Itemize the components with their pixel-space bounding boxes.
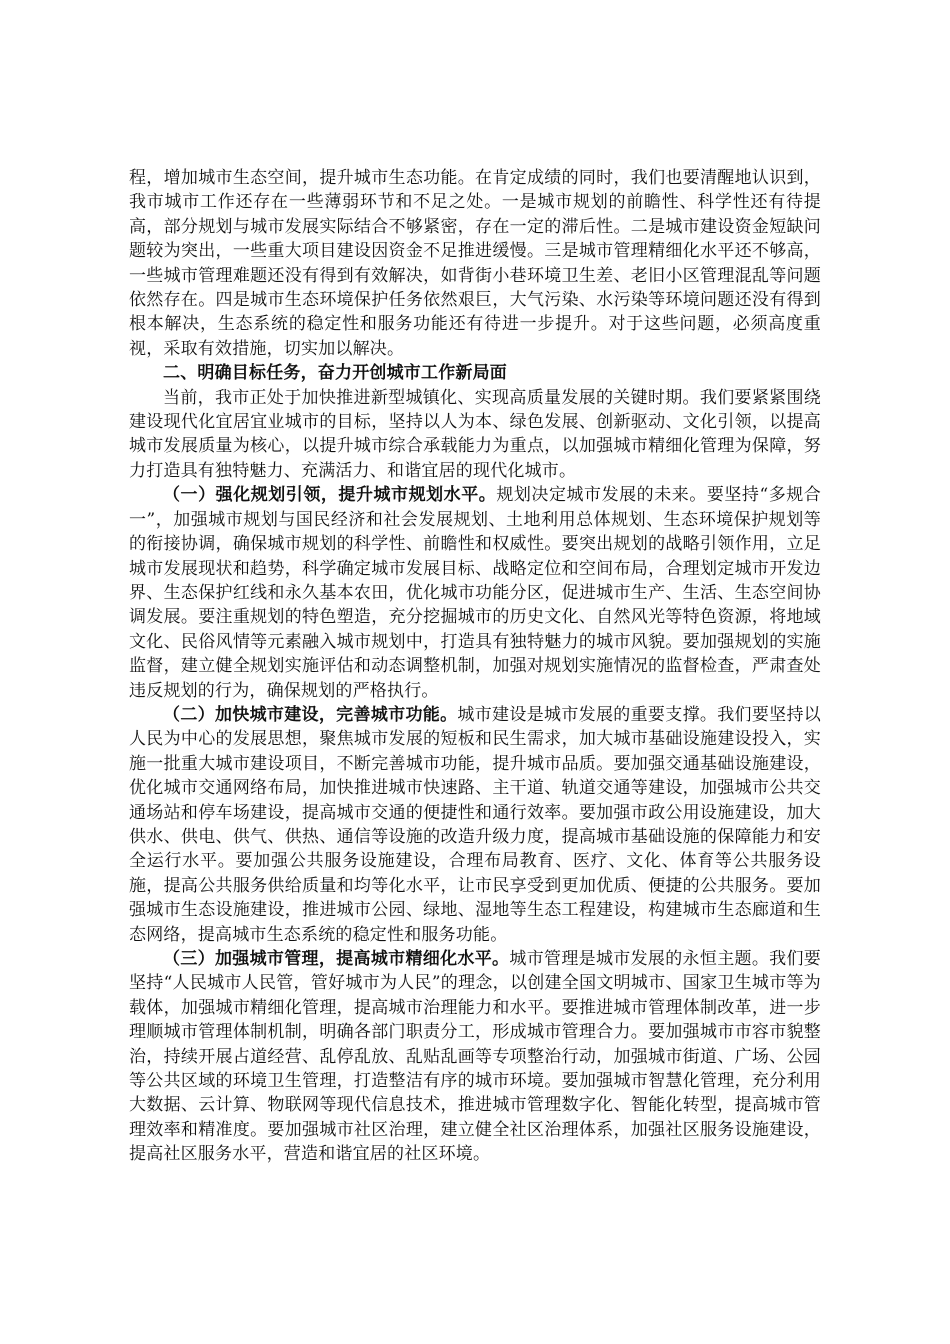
paragraph-management-body: 城市管理是城市发展的永恒主题。我们要坚持“人民城市人民管，管好城市为人民”的理念，以创建全国文明城市、国家卫生城市等为载体，加强城市精细化管理，提高城市治理能力和水平。要推进城市管理体制改革，进一步理顺城市管理体制机制，明确各部门职责分工，形成城市管理合力。要加强城市市容市貌整治，持续开展占道经营、乱停乱放、乱贴乱画等专项整治行动，加强城市街道、广场、公园等公共区域的环境卫生管理，打造整洁有序的城市环境。要加强城市智慧化管理，充分利用大数据、云计算、物联网等现代信息技术，推进城市管理数字化、智能化转型，提高城市管理效率和精准度。要加强城市社区治理，建立健全社区治理体系，加强社区服务设施建设，提高社区服务水平，营造和谐宜居的社区环境。 (129, 949, 821, 1165)
subsection-heading-construction: （二）加快城市建设，完善城市功能。 (163, 704, 458, 725)
paragraph-planning (129, 483, 821, 703)
section-heading-2: 二、明确目标任务，奋力开创城市工作新局面 (163, 363, 507, 384)
paragraph-planning-body: 规划决定城市发展的未来。要坚持“多规合一”，加强城市规划与国民经济和社会发展规划、土地利用总体规划、生态环境保护规划等的衔接协调，确保城市规划的科学性、前瞻性和权威性。要突出规划的战略引领作用，立足城市发展现状和趋势，科学确定城市发展目标、战略定位和空间布局，合理划定城市开发边界、生态保护红线和永久基本农田，优化城市功能分区，促进城市生产、生活、生态空间协调发展。要注重规划的特色塑造，充分挖掘城市的历史文化、自然风光等特色资源，将地域文化、民俗风情等元素融入城市规划中，打造具有独特魅力的城市风貌。要加强规划的实施监督，建立健全规划实施评估和动态调整机制，加强对规划实施情况的监督检查，严肃查处违反规划的行为，确保规划的严格执行。 (129, 485, 821, 701)
document-body (129, 166, 821, 1167)
subsection-heading-management: （三）加强城市管理，提高城市精细化水平。 (163, 949, 510, 969)
subsection-heading-planning: （一）强化规划引领，提升城市规划水平。 (163, 485, 497, 506)
paragraph-construction-body: 城市建设是城市发展的重要支撑。我们要坚持以人民为中心的发展思想，聚焦城市发展的短板和民生需求，加大城市基础设施建设投入，实施一批重大城市建设项目，不断完善城市功能，提升城市品质。要加强交通基础设施建设，优化城市交通网络布局，加快推进城市快速路、主干道、轨道交通等建设，加强城市公共交通场站和停车场建设，提高城市交通的便捷性和通行效率。要加强市政公用设施建设，加大供水、供电、供气、供热、通信等设施的改造升级力度，提高城市基础设施的保障能力和安全运行水平。要加强公共服务设施建设，合理布局教育、医疗、文化、体育等公共服务设施，提高公共服务供给质量和均等化水平，让市民享受到更加优质、便捷的公共服务。要加强城市生态设施建设，推进城市公园、绿地、湿地等生态工程建设，构建城市生态廊道和生态网络，提高城市生态系统的稳定性和服务功能。 (129, 704, 821, 945)
paragraph-management (129, 947, 821, 1167)
paragraph-problems: 程，增加城市生态空间，提升城市生态功能。在肯定成绩的同时，我们也要清醒地认识到，我市城市工作还存在一些薄弱环节和不足之处。一是城市规划的前瞻性、科学性还有待提高，部分规划与城市发展实际结合不够紧密，存在一定的滞后性。二是城市建设资金短缺问题较为突出，一些重大项目建设因资金不足推进缓慢。三是城市管理精细化水平还不够高，一些城市管理难题还没有得到有效解决，如背街小巷环境卫生差、老旧小区管理混乱等问题依然存在。四是城市生态环境保护任务依然艰巨，大气污染、水污染等环境问题还没有得到根本解决，生态系统的稳定性和服务功能还有待进一步提升。对于这些问题，必须高度重视，采取有效措施，切实加以解决。 (129, 168, 821, 359)
paragraph-construction (129, 703, 821, 947)
paragraph-current-period: 当前，我市正处于加快推进新型城镇化、实现高质量发展的关键时期。我们要紧紧围绕建设现代化宜居宜业城市的目标，坚持以人为本、绿色发展、创新驱动、文化引领，以提高城市发展质量为核心，以提升城市综合承载能力为重点，以加强城市精细化管理为保障，努力打造具有独特魅力、充满活力、和谐宜居的现代化城市。 (129, 387, 821, 481)
